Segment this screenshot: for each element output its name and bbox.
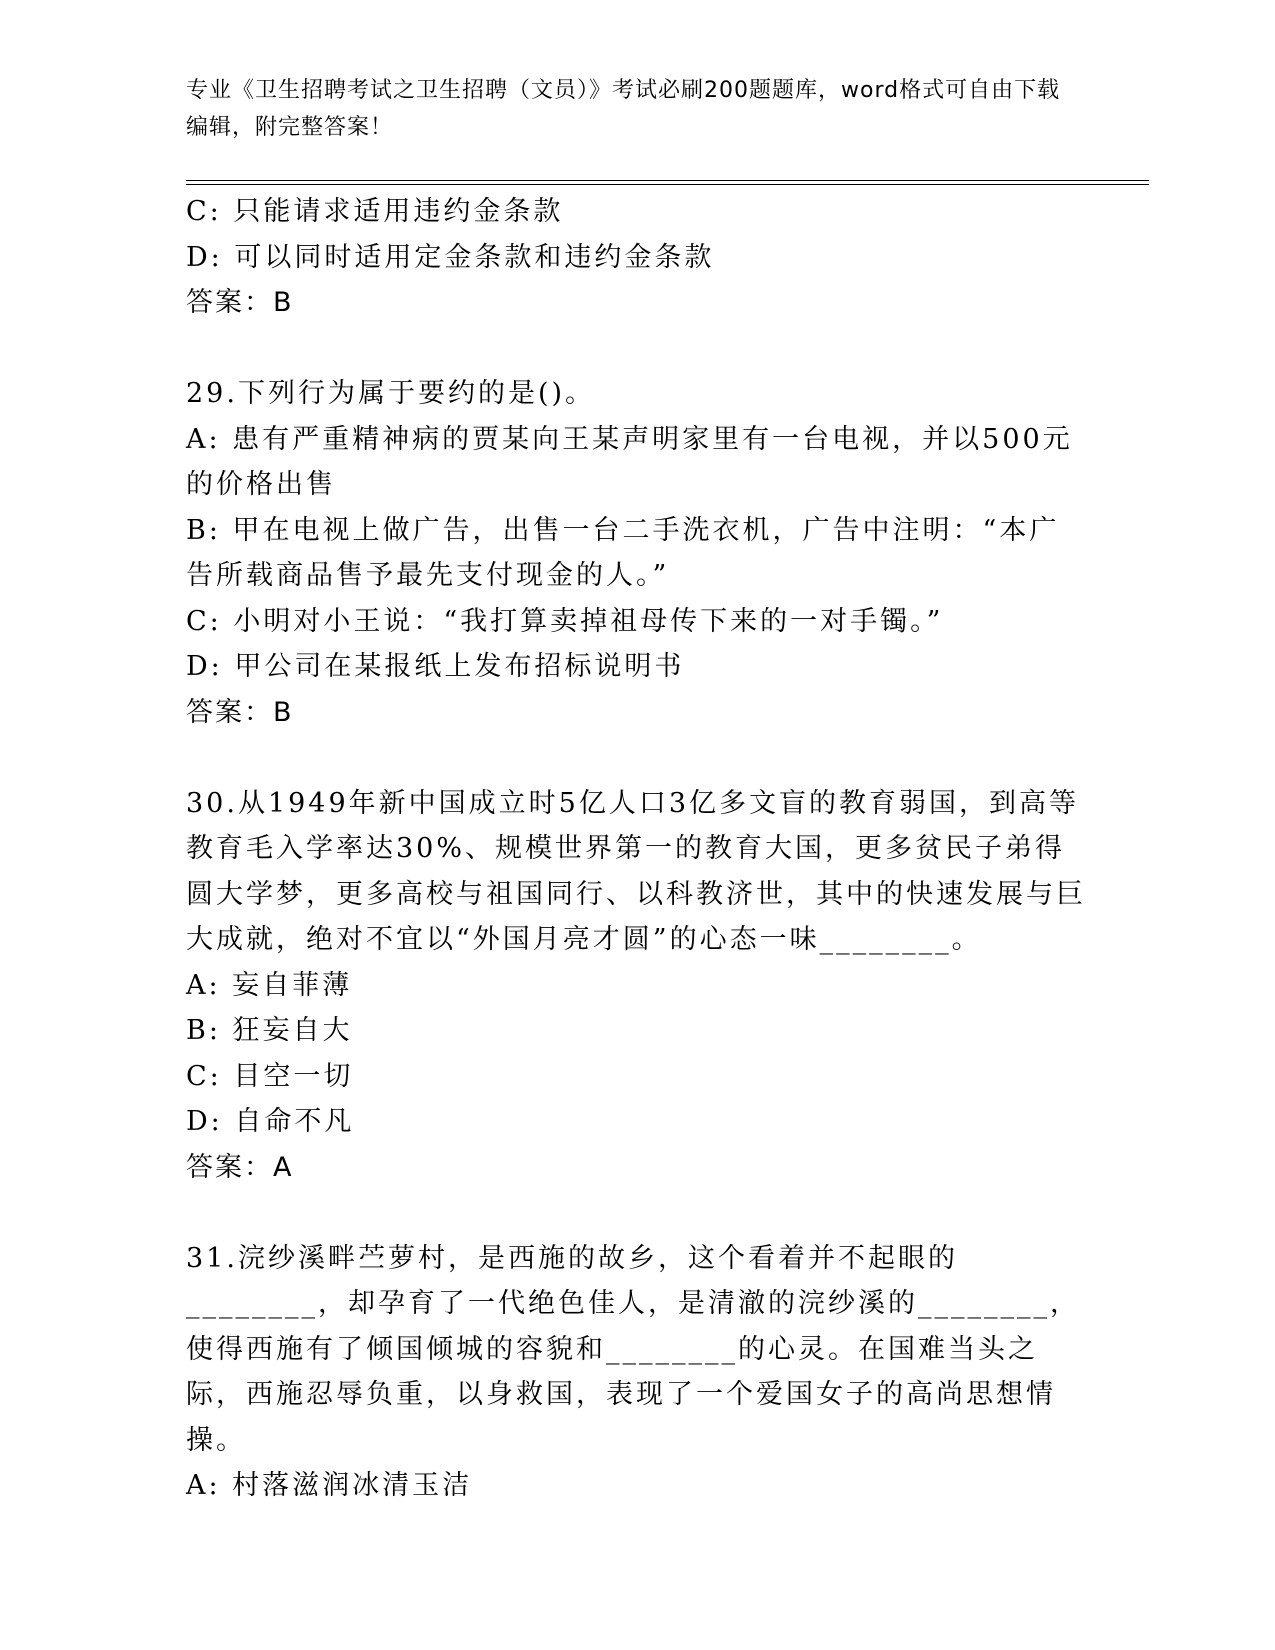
option-a: A: 村落滋润冰清玉洁 bbox=[186, 1470, 473, 1501]
question-31-block bbox=[186, 1236, 1086, 1509]
question-30-block bbox=[186, 781, 1086, 1191]
spacer bbox=[186, 735, 1086, 781]
header-divider-top bbox=[186, 180, 1149, 181]
question-29-block bbox=[186, 371, 1086, 735]
answer-label: 答案：B bbox=[186, 287, 294, 318]
option-b: B: 甲在电视上做广告，出售一台二手洗衣机，广告中注明：“本广告所载商品售予最先支付现金的人。” bbox=[186, 514, 1060, 591]
option-c: C: 只能请求适用违约金条款 bbox=[186, 196, 564, 227]
option-a: A: 患有严重精神病的贾某向王某声明家里有一台电视，并以500元的价格出售 bbox=[186, 423, 1073, 500]
question-stem: 29.下列行为属于要约的是()。 bbox=[186, 378, 596, 409]
spacer bbox=[186, 1190, 1086, 1236]
option-c: C: 目空一切 bbox=[186, 1060, 354, 1092]
document-header-title: 专业《卫生招聘考试之卫生招聘（文员）》考试必刷200题题库，word格式可自由下载编辑，附完整答案！ bbox=[186, 78, 1061, 140]
header-divider-bottom bbox=[186, 184, 1149, 185]
spacer bbox=[186, 326, 1086, 372]
option-d: D: 自命不凡 bbox=[186, 1106, 355, 1137]
answer-label: 答案：B bbox=[186, 696, 294, 728]
prev-question-block bbox=[186, 189, 1086, 326]
question-content bbox=[186, 189, 1086, 1509]
option-d: D: 可以同时适用定金条款和违约金条款 bbox=[186, 241, 715, 273]
question-stem: 31.浣纱溪畔苎萝村，是西施的故乡，这个看着并不起眼的________，却孕育了一代绝色佳人，是清澈的浣纱溪的________，使得西施有了倾国倾城的容貌和________的心灵。在国难当头之际，西施忍辱负重，以身救国，表现了一个爱国女子的高尚思想情操。 bbox=[186, 1242, 1080, 1456]
option-d: D: 甲公司在某报纸上发布招标说明书 bbox=[186, 651, 685, 682]
option-c: C: 小明对小王说：“我打算卖掉祖母传下来的一对手镯。” bbox=[186, 605, 944, 637]
question-stem: 30.从1949年新中国成立时5亿人口3亿多文盲的教育弱国，到高等教育毛入学率达30%、规模世界第一的教育大国，更多贫民子弟得圆大学梦，更多高校与祖国同行、以科教济世，其中的快速发展与巨大成就，绝对不宜以“外国月亮才圆”的心态一味________。 bbox=[186, 787, 1086, 955]
option-b: B: 狂妄自大 bbox=[186, 1015, 353, 1046]
option-a: A: 妄自菲薄 bbox=[186, 969, 353, 1001]
answer-label: 答案：A bbox=[186, 1151, 294, 1183]
